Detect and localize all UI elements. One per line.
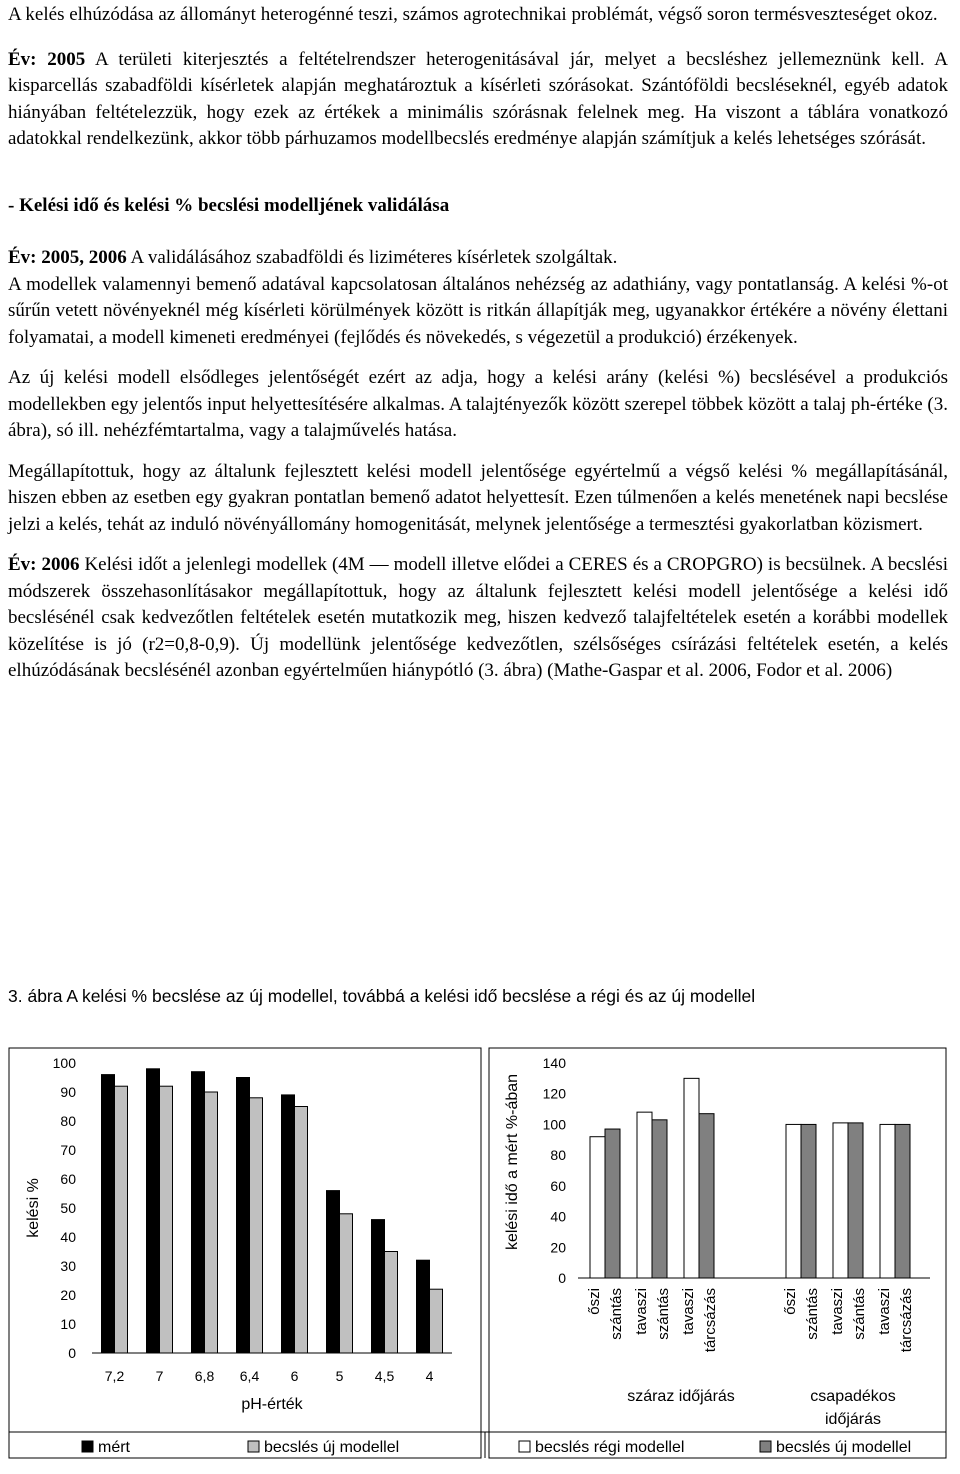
legend-label-becsles-uj: becslés új modellel (264, 1439, 400, 1456)
bar-becsles-uj (848, 1123, 863, 1278)
x-tick-label: 5 (335, 1368, 344, 1384)
bar-becsles-regi (786, 1124, 801, 1278)
bar-mert (102, 1075, 115, 1353)
x-tick-label: tavaszi (829, 1288, 846, 1335)
x-tick-label: 6,8 (194, 1368, 215, 1384)
y-tick-label: 100 (52, 1055, 76, 1071)
bar-becsles-regi (684, 1078, 699, 1278)
bar-becsles-uj (250, 1098, 263, 1353)
x-tick-label: tavaszi (680, 1288, 697, 1335)
x-tick-label: 6 (290, 1368, 299, 1384)
y-tick-label: 40 (550, 1208, 566, 1225)
bar-mert (417, 1260, 430, 1353)
x-tick-label: 4 (425, 1368, 434, 1384)
y-tick-label: 0 (558, 1270, 566, 1286)
year-label-2006: Év: 2006 (8, 554, 80, 575)
y-axis-title: kelési idő a mért %-ában (504, 1073, 521, 1251)
y-tick-label: 10 (60, 1316, 76, 1332)
x-tick-label: 4,5 (374, 1368, 395, 1384)
x-tick-label: 6,4 (239, 1368, 260, 1384)
x-tick-label: szántás (851, 1288, 868, 1340)
paragraph-megallapitottuk: Megállapítottuk, hogy az általunk fejlesztett kelési modell jelentősége egyértelmű a végső kelési % megállapításánál, hiszen ebben az esetben egy gyakran pontatlan bemenő adatot helyettesít. Ezen túlmenően a kelés menetének napi becslése jelzi a kelés, tehát az induló növényállomány homogenitását, melynek jelentősége a termesztési gyakorlatban közismert. (8, 460, 948, 535)
section-heading: - Kelési idő és kelési % becslési modelljének validálása (8, 194, 450, 216)
y-tick-label: 60 (60, 1171, 76, 1187)
bar-becsles-uj (652, 1120, 667, 1278)
y-tick-label: 80 (550, 1147, 566, 1164)
figure-3 (0, 1000, 960, 1474)
paragraph-2005-text: A területi kiterjesztés a feltételrendszer heterogenitásával jár, melyet a becsléshez jellemeznünk kell. A kisparcellás szabadföldi kísérletek alapján meghatároztuk a kísérleti szórásokat. Szántóföldi becsléseknél, egyéb adatok hiányában feltételezzük, hogy ezek az értékek a minimális szórásnak felelnek meg. Ha viszont a táblára vonatkozó adatokkal rendelkezünk, akkor több párhuzamos modellbecslés eredménye alapján számítjuk a kelés lehetséges szórását. (8, 48, 948, 149)
y-tick-label: 140 (542, 1055, 566, 1071)
bar-becsles-regi (590, 1137, 605, 1278)
x-tick-label: szántás (655, 1288, 672, 1340)
legend-label-becsles-uj: becslés új modellel (776, 1439, 912, 1456)
y-axis-title: kelési % (25, 1178, 42, 1238)
y-tick-label: 40 (60, 1229, 76, 1245)
y-tick-label: 70 (60, 1142, 76, 1158)
chart-kelesi-percent (25, 1055, 452, 1456)
figure-caption: 3. ábra A kelési % becslése az új modellel, továbbá a kelési idő becslése a régi és az új modellel (8, 986, 756, 1006)
group-label-csapadekos-line1: csapadékos (810, 1388, 896, 1405)
year-label-2005: Év: 2005 (8, 48, 86, 70)
bar-becsles-regi (833, 1123, 848, 1278)
bar-becsles-uj (205, 1092, 218, 1353)
y-tick-label: 100 (542, 1116, 566, 1133)
bar-mert (282, 1095, 295, 1353)
x-tick-label: tavaszi (876, 1288, 893, 1335)
document-body (8, 0, 948, 685)
x-tick-label: őszi (586, 1288, 603, 1315)
paragraph-uj-kelesi-modell: Az új kelési modell elsődleges jelentőségét ezért az adja, hogy a kelési arány (kelési %) becslésével a produkciós modellekben egy jelentős input helyettesítésére alkalmas. A talajtényezők között szerepel többek között a talaj ph-értéke (3. ábra), só ill. nehézfémtartalma, vagy a talajművelés hatása. (8, 367, 948, 441)
paragraph-2006-text: Kelési időt a jelenlegi modellek (4M — modell illetve elődei a CERES és a CROPGRO) is becsülnek. A becslési módszerek összehasonlításakor megállapítottuk, hogy az általunk fejlesztett kelési modell jelentősége a kelési idő becslésénél csak kedvezőtlen feltételek esetén mutatkozik meg, hiszen kedvező talajfeltételek esetén a korábbi modellek közelítése is jó (r2=0,8-0,9). Új modellünk jelentősége kedvezőtlen, szélsőséges csírázási feltételek esetén, a kelés elhúzódásának becslésénél azonban egyértelműen hiánypótló (3. ábra) (Mathe-Gaspar et al. 2006, Fodor et al. 2006) (8, 554, 949, 681)
bar-becsles-uj (895, 1124, 910, 1278)
bar-becsles-uj (160, 1086, 173, 1353)
bar-becsles-uj (340, 1214, 353, 1353)
paragraph-2005 (8, 47, 948, 153)
bar-mert (147, 1069, 160, 1353)
paragraph-kelés-elhúzódása: A kelés elhúzódása az állományt heterogénné teszi, számos agrotechnikai problémát, végső soron termésveszteséget okoz. (8, 4, 938, 25)
y-tick-label: 80 (60, 1113, 76, 1129)
x-tick-label: 7 (155, 1368, 164, 1384)
bar-becsles-uj (605, 1129, 620, 1278)
bar-becsles-regi (880, 1124, 895, 1278)
x-tick-label: szántás (608, 1288, 625, 1340)
bar-becsles-uj (801, 1124, 816, 1278)
legend-swatch-mert (82, 1441, 93, 1452)
x-axis-title: pH-érték (241, 1396, 303, 1413)
x-tick-label: szántás (804, 1288, 821, 1340)
year-label-2005-2006: Év: 2005, 2006 (8, 247, 127, 268)
bar-becsles-regi (637, 1112, 652, 1278)
y-tick-label: 60 (550, 1177, 566, 1194)
legend-swatch-becsles-regi (519, 1441, 530, 1452)
group-label-csapadekos-line2: időjárás (824, 1411, 882, 1428)
bar-becsles-uj (430, 1289, 443, 1353)
bar-mert (192, 1072, 205, 1353)
bar-becsles-uj (115, 1086, 128, 1353)
chart-kelesi-ido (504, 1055, 930, 1456)
paragraph-2005-2006 (8, 245, 948, 272)
legend-swatch-becsles-uj (760, 1441, 771, 1452)
y-tick-label: 20 (60, 1287, 76, 1303)
paragraph-2006 (8, 552, 948, 685)
group-label-szaraz: száraz időjárás (627, 1388, 735, 1405)
bar-mert (327, 1191, 340, 1353)
x-tick-label: tárcsázás (702, 1288, 719, 1353)
bar-becsles-uj (295, 1107, 308, 1354)
bar-becsles-uj (699, 1114, 714, 1278)
x-tick-label: 7,2 (104, 1368, 125, 1384)
x-tick-label: őszi (782, 1288, 799, 1315)
bar-mert (237, 1078, 250, 1354)
x-tick-label: tavaszi (633, 1288, 650, 1335)
legend-swatch-becsles-uj (248, 1441, 259, 1452)
paragraph-2005-2006-text: A validálásához szabadföldi és liziméteres kísérletek szolgáltak. (126, 247, 618, 268)
y-tick-label: 50 (60, 1200, 76, 1216)
paragraph-adathiany: A modellek valamennyi bemenő adatával kapcsolatosan általános nehézség az adathiány, vagy pontatlanság. A kelési %-ot sűrűn vetett növényeknél még kísérleti körülmények között is ritkán állapítják meg, ugyanakkor értékére a növény élettani folyamatai, a modell kimeneti eredményei (fejlődés és növekedés, s végezetül a produkció) érzékenyek. (8, 273, 948, 348)
y-tick-label: 20 (550, 1239, 566, 1256)
legend-label-becsles-regi: becslés régi modellel (535, 1439, 685, 1456)
y-tick-label: 120 (542, 1085, 566, 1102)
legend-label-mert: mért (98, 1439, 130, 1456)
bar-mert (372, 1220, 385, 1353)
y-tick-label: 0 (68, 1345, 76, 1361)
y-tick-label: 30 (60, 1258, 76, 1274)
bar-becsles-uj (385, 1252, 398, 1354)
x-tick-label: tárcsázás (898, 1288, 915, 1353)
y-tick-label: 90 (60, 1084, 76, 1100)
